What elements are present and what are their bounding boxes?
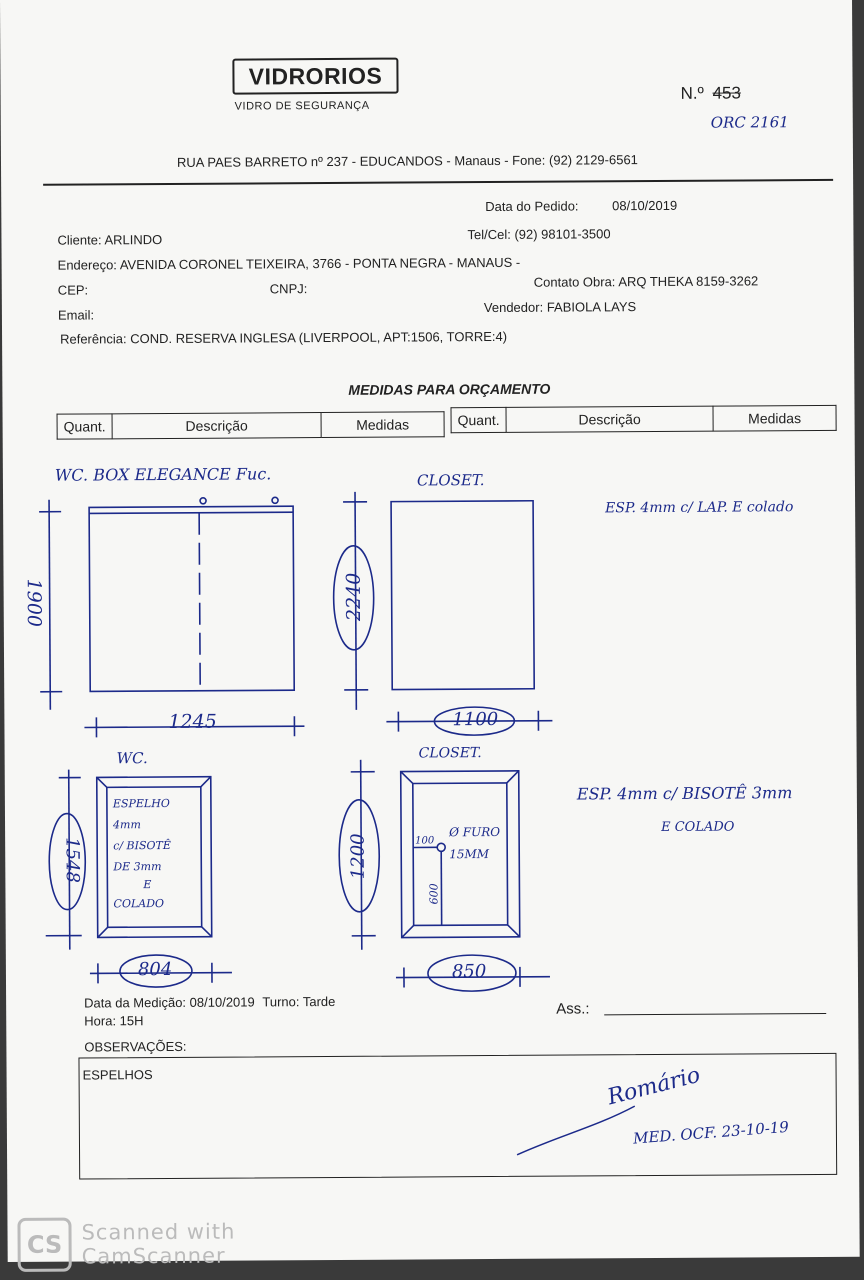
- wc-box-height: 1900: [22, 578, 46, 628]
- closet-1-outline: [391, 501, 534, 690]
- closet-2-hole: [437, 843, 445, 851]
- wc-mirror-note-line: E: [143, 878, 152, 892]
- camscanner-line-2: CamScanner: [81, 1243, 226, 1269]
- contact-label: Contato Obra:: [533, 274, 616, 290]
- wc-mirror-note-line: DE 3mm: [113, 860, 162, 874]
- wc-mirror-note-line: c/ BISOTÊ: [113, 838, 171, 853]
- observations-label: OBSERVAÇÕES:: [84, 1038, 187, 1055]
- company-address: RUA PAES BARRETO nº 237 - EDUCANDOS - Manaus - Fone: (92) 2129-6561: [176, 152, 638, 170]
- closet-2-hole-label: Ø FURO 15MM: [449, 824, 501, 862]
- doc-number-value: 453: [712, 83, 741, 103]
- reference-label: Referência:: [60, 331, 127, 347]
- closet-2-width: 850: [451, 961, 487, 983]
- wc-mirror-note-line: COLADO: [113, 897, 165, 911]
- phone-value: (92) 98101-3500: [514, 226, 611, 242]
- wc-mirror-label: WC.: [116, 749, 148, 768]
- closet-2-note-1: ESP. 4mm c/ BISOTÊ 3mm: [576, 783, 793, 804]
- time-value: 15H: [119, 1013, 144, 1029]
- reference-value: COND. RESERVA INGLESA (LIVERPOOL, APT:1506, TORRE:4): [130, 328, 508, 347]
- camscanner-watermark: [17, 1217, 235, 1272]
- header-description: Descrição: [112, 413, 321, 439]
- signature-line: [604, 1013, 826, 1015]
- handwritten-order-ref: ORC 2161: [710, 113, 789, 132]
- closet-1-note: ESP. 4mm c/ LAP. E colado: [605, 499, 794, 517]
- camscanner-logo: CS: [17, 1218, 71, 1272]
- wc-box-roller-2: [272, 497, 278, 503]
- section-title: MEDIDAS PARA ORÇAMENTO: [348, 380, 551, 398]
- wc-box-divider: [199, 513, 200, 689]
- wc-box-height-dim: [49, 500, 50, 710]
- header-measures-2: Medidas: [713, 405, 836, 431]
- seller-label: Vendedor:: [483, 299, 544, 316]
- measurement-date-label: Data da Medição:: [84, 994, 187, 1011]
- wc-mirror-notes: [113, 793, 198, 915]
- closet-2-offset-y: 600: [427, 883, 441, 905]
- email-label: Email:: [57, 307, 95, 323]
- measurement-time: [84, 1013, 143, 1028]
- shift-label: Turno:: [262, 994, 300, 1010]
- company-logo: VIDRORIOS: [232, 58, 398, 95]
- wc-mirror-note-line: 4mm: [113, 818, 141, 832]
- closet-1-label: CLOSET.: [416, 471, 485, 490]
- order-date-label: Data do Pedido:: [485, 198, 579, 215]
- phone-label: Tel/Cel:: [467, 226, 511, 243]
- closet-2-offset-x: 100: [415, 835, 435, 847]
- closet-2-note-2: E COLADO: [661, 819, 735, 835]
- header-measures: Medidas: [321, 412, 444, 438]
- signature-stroke: [507, 1096, 647, 1167]
- wc-mirror-note-line: ESPELHO: [112, 796, 170, 811]
- header-quant-2: Quant.: [451, 407, 506, 432]
- client-label: Cliente:: [57, 232, 102, 248]
- wc-box-rail: [89, 512, 293, 513]
- time-label: Hora:: [84, 1013, 117, 1029]
- address-value: AVENIDA CORONEL TEIXEIRA, 3766 - PONTA NEGRA - MANAUS -: [119, 254, 521, 273]
- company-tagline: VIDRO DE SEGURANÇA: [234, 99, 370, 113]
- address-label: Endereço:: [57, 257, 117, 273]
- observations-text: ESPELHOS: [82, 1067, 153, 1083]
- closet-1-width: 1100: [452, 708, 499, 731]
- wc-box-outline: [89, 506, 294, 691]
- header-description-2: Descrição: [506, 406, 713, 432]
- order-date-value: 08/10/2019: [612, 197, 678, 214]
- observations-signature: Romário: [605, 1062, 703, 1111]
- camscanner-text: [81, 1220, 235, 1269]
- observations-box: [78, 1053, 837, 1180]
- shift-value: Tarde: [302, 993, 336, 1010]
- handwritten-measure-note: MED. OCF. 23-10-19: [632, 1117, 790, 1148]
- measurement-info: [84, 994, 335, 1011]
- cnpj-label: CNPJ:: [269, 281, 308, 297]
- closet-2-height: 1200: [347, 833, 369, 880]
- header-quant: Quant.: [57, 414, 112, 439]
- cep-label: CEP:: [57, 282, 89, 298]
- wc-mirror-height: 1548: [61, 837, 83, 884]
- client-value: ARLINDO: [104, 232, 163, 248]
- wc-box-width: 1245: [168, 710, 217, 733]
- doc-number-label: N.º: [680, 83, 704, 103]
- seller-value: FABIOLA LAYS: [546, 299, 637, 315]
- contact-value: ARQ THEKA 8159-3262: [618, 273, 759, 290]
- camscanner-line-1: Scanned with: [81, 1219, 236, 1245]
- signature-label: Ass.:: [556, 1000, 590, 1018]
- wc-box-label: WC. BOX ELEGANCE Fuc.: [54, 464, 272, 485]
- closet-1-height: 2240: [342, 572, 365, 622]
- closet-2-label: CLOSET.: [418, 745, 482, 762]
- wc-mirror-width: 804: [137, 958, 173, 981]
- wc-box-roller-1: [200, 498, 206, 504]
- measurement-date-value: 08/10/2019: [189, 994, 255, 1010]
